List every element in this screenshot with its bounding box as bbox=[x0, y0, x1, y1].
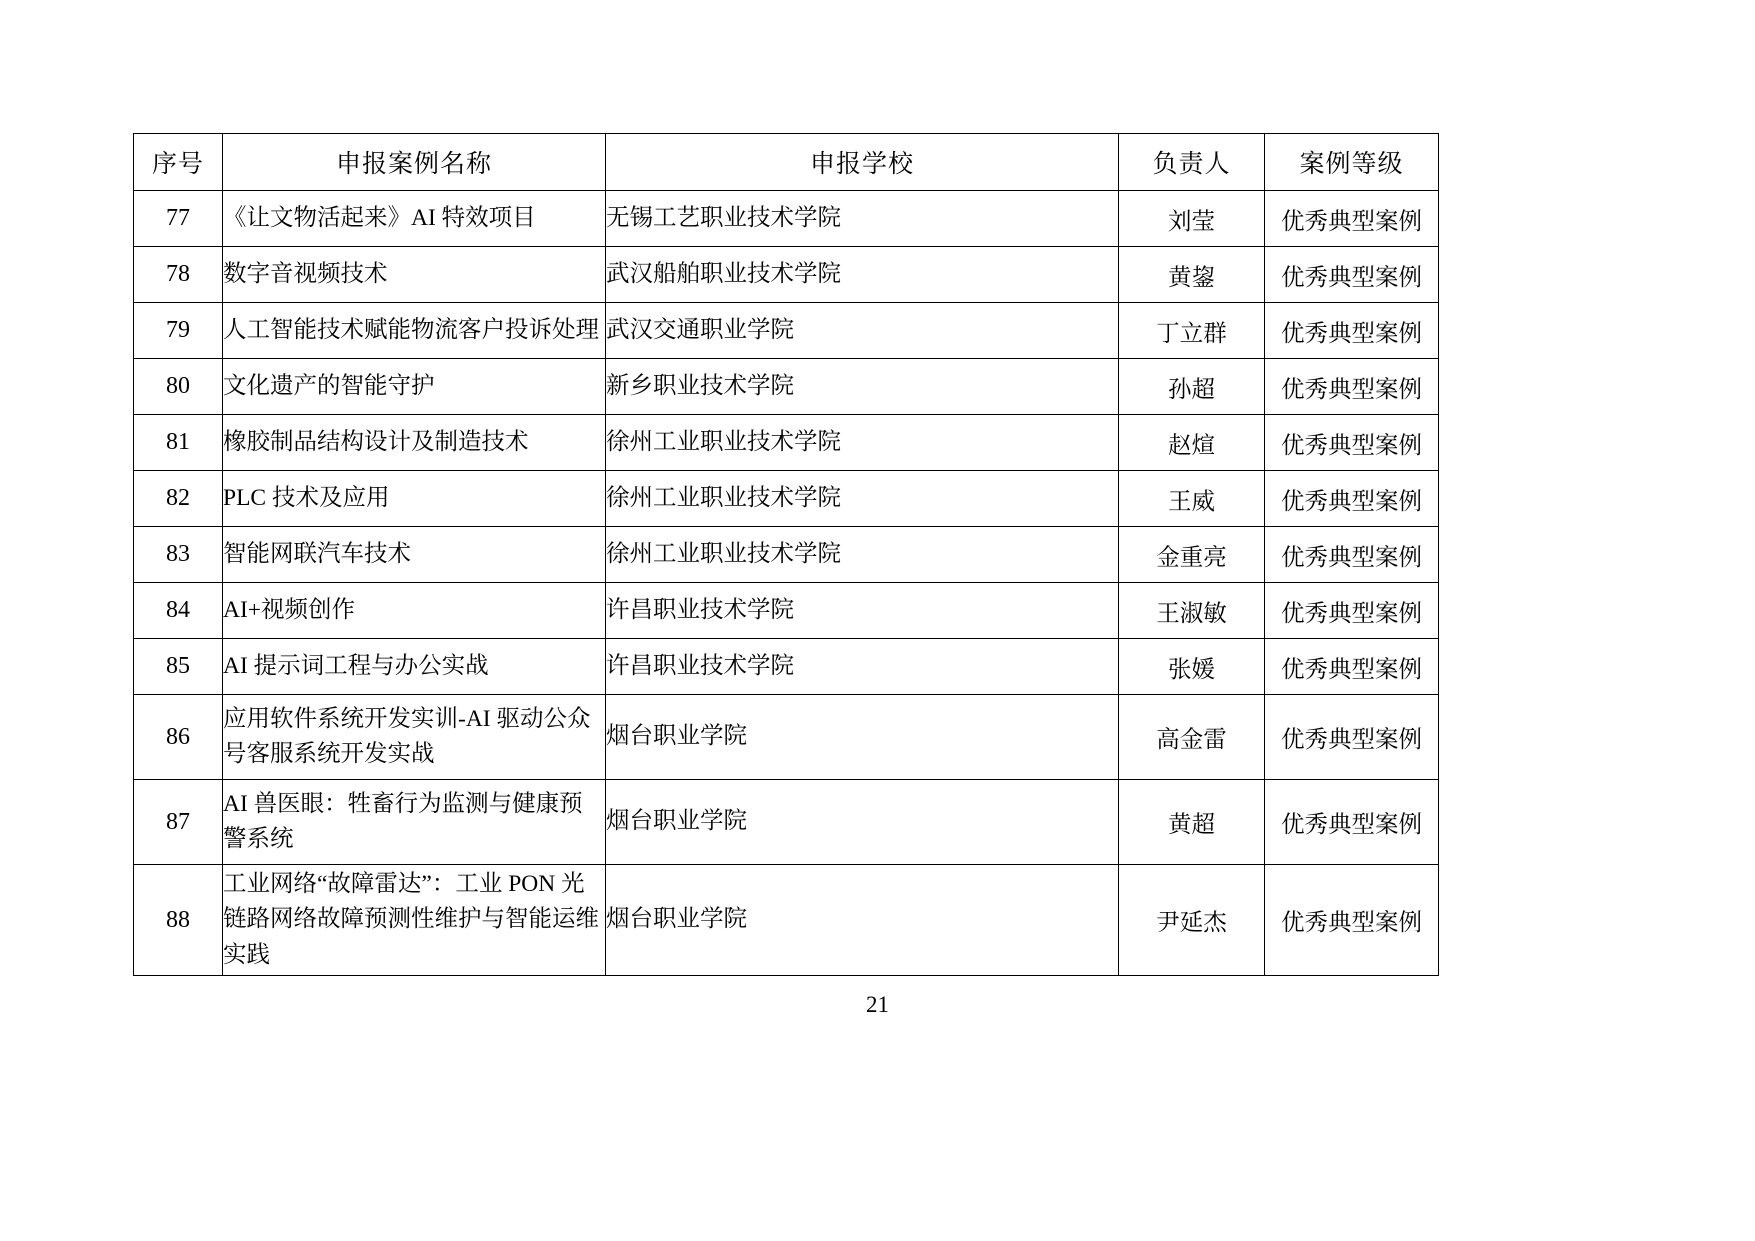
cell-index: 82 bbox=[134, 471, 223, 527]
case-table-container bbox=[133, 133, 1438, 976]
cell-level: 优秀典型案例 bbox=[1265, 583, 1439, 639]
cell-person: 孙超 bbox=[1119, 359, 1265, 415]
cell-school: 无锡工艺职业技术学院 bbox=[606, 191, 1119, 247]
table-header-row bbox=[134, 134, 1439, 191]
cell-case-name: 橡胶制品结构设计及制造技术 bbox=[223, 415, 606, 471]
cell-index: 85 bbox=[134, 639, 223, 695]
table-row bbox=[134, 583, 1439, 639]
table-row bbox=[134, 865, 1439, 976]
cell-case-name: 文化遗产的智能守护 bbox=[223, 359, 606, 415]
cell-level: 优秀典型案例 bbox=[1265, 247, 1439, 303]
table-row bbox=[134, 780, 1439, 865]
table-row bbox=[134, 415, 1439, 471]
cell-index: 88 bbox=[134, 865, 223, 976]
table-row bbox=[134, 471, 1439, 527]
cell-person: 黄鋆 bbox=[1119, 247, 1265, 303]
cell-case-name: AI 提示词工程与办公实战 bbox=[223, 639, 606, 695]
cell-level: 优秀典型案例 bbox=[1265, 471, 1439, 527]
cell-school: 新乡职业技术学院 bbox=[606, 359, 1119, 415]
table-body bbox=[134, 191, 1439, 976]
table-row bbox=[134, 247, 1439, 303]
cell-school: 许昌职业技术学院 bbox=[606, 639, 1119, 695]
cell-index: 84 bbox=[134, 583, 223, 639]
cell-person: 张媛 bbox=[1119, 639, 1265, 695]
cell-person: 黄超 bbox=[1119, 780, 1265, 865]
cell-case-name: 数字音视频技术 bbox=[223, 247, 606, 303]
cell-school: 徐州工业职业技术学院 bbox=[606, 527, 1119, 583]
cell-level: 优秀典型案例 bbox=[1265, 527, 1439, 583]
cell-level: 优秀典型案例 bbox=[1265, 780, 1439, 865]
cell-person: 尹延杰 bbox=[1119, 865, 1265, 976]
cell-school: 烟台职业学院 bbox=[606, 865, 1119, 976]
cell-person: 金重亮 bbox=[1119, 527, 1265, 583]
cell-school: 烟台职业学院 bbox=[606, 695, 1119, 780]
cell-person: 丁立群 bbox=[1119, 303, 1265, 359]
cell-index: 83 bbox=[134, 527, 223, 583]
cell-person: 高金雷 bbox=[1119, 695, 1265, 780]
cell-school: 许昌职业技术学院 bbox=[606, 583, 1119, 639]
table-header bbox=[134, 134, 1439, 191]
cell-index: 80 bbox=[134, 359, 223, 415]
cell-person: 刘莹 bbox=[1119, 191, 1265, 247]
cell-person: 王威 bbox=[1119, 471, 1265, 527]
cell-level: 优秀典型案例 bbox=[1265, 865, 1439, 976]
table-row bbox=[134, 527, 1439, 583]
cell-school: 烟台职业学院 bbox=[606, 780, 1119, 865]
cell-school: 徐州工业职业技术学院 bbox=[606, 415, 1119, 471]
column-header-school: 申报学校 bbox=[606, 134, 1119, 191]
cell-index: 81 bbox=[134, 415, 223, 471]
cell-level: 优秀典型案例 bbox=[1265, 191, 1439, 247]
cell-level: 优秀典型案例 bbox=[1265, 415, 1439, 471]
table-row bbox=[134, 359, 1439, 415]
cell-level: 优秀典型案例 bbox=[1265, 639, 1439, 695]
case-table bbox=[133, 133, 1439, 976]
cell-index: 79 bbox=[134, 303, 223, 359]
cell-level: 优秀典型案例 bbox=[1265, 303, 1439, 359]
cell-index: 87 bbox=[134, 780, 223, 865]
cell-index: 77 bbox=[134, 191, 223, 247]
table-row bbox=[134, 303, 1439, 359]
cell-case-name: 应用软件系统开发实训-AI 驱动公众号客服系统开发实战 bbox=[223, 695, 606, 780]
column-header-index: 序号 bbox=[134, 134, 223, 191]
cell-case-name: 工业网络“故障雷达”：工业 PON 光链路网络故障预测性维护与智能运维实践 bbox=[223, 865, 606, 976]
cell-case-name: 智能网联汽车技术 bbox=[223, 527, 606, 583]
cell-case-name: 《让文物活起来》AI 特效项目 bbox=[223, 191, 606, 247]
cell-case-name: AI 兽医眼：牲畜行为监测与健康预警系统 bbox=[223, 780, 606, 865]
cell-school: 徐州工业职业技术学院 bbox=[606, 471, 1119, 527]
cell-school: 武汉船舶职业技术学院 bbox=[606, 247, 1119, 303]
cell-school: 武汉交通职业学院 bbox=[606, 303, 1119, 359]
cell-person: 赵煊 bbox=[1119, 415, 1265, 471]
cell-case-name: AI+视频创作 bbox=[223, 583, 606, 639]
cell-level: 优秀典型案例 bbox=[1265, 359, 1439, 415]
column-header-case-name: 申报案例名称 bbox=[223, 134, 606, 191]
table-row bbox=[134, 191, 1439, 247]
cell-level: 优秀典型案例 bbox=[1265, 695, 1439, 780]
cell-index: 86 bbox=[134, 695, 223, 780]
page-number: 21 bbox=[866, 992, 889, 1017]
table-row bbox=[134, 695, 1439, 780]
cell-person: 王淑敏 bbox=[1119, 583, 1265, 639]
table-row bbox=[134, 639, 1439, 695]
column-header-level: 案例等级 bbox=[1265, 134, 1439, 191]
cell-index: 78 bbox=[134, 247, 223, 303]
cell-case-name: PLC 技术及应用 bbox=[223, 471, 606, 527]
column-header-person: 负责人 bbox=[1119, 134, 1265, 191]
cell-case-name: 人工智能技术赋能物流客户投诉处理 bbox=[223, 303, 606, 359]
